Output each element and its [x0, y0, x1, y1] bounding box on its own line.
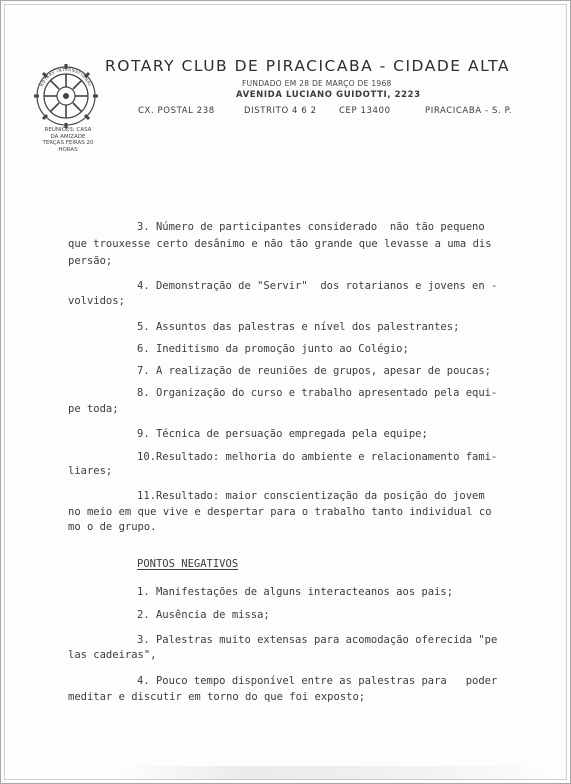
postal-code: CEP 13400 — [339, 106, 391, 116]
item-8-line-1: 8. Organização do curso e trabalho apresentado pela equi- — [137, 387, 498, 399]
negative-item-1: 1. Manifestações de alguns interacteanos aos pais; — [137, 586, 454, 598]
scan-smudge — [121, 766, 551, 780]
item-5: 5. Assuntos das palestras e nível dos palestrantes; — [137, 321, 460, 333]
item-7: 7. A realização de reuniões de grupos, apesar de poucas; — [137, 365, 492, 377]
founded-date: FUNDADO EM 28 DE MARÇO DE 1968 — [242, 79, 392, 88]
item-11-line-2: no meio em que vive e despertar para o trabalho tanto individual co — [68, 506, 492, 518]
negative-item-3-line-2: las cadeiras", — [68, 649, 157, 661]
city: PIRACICABA - S. P. — [425, 106, 513, 116]
svg-text:ROTARY INTERNATIONAL: ROTARY INTERNATIONAL — [39, 66, 93, 88]
section-heading-negative: PONTOS NEGATIVOS — [137, 558, 239, 570]
item-11-line-3: mo o de grupo. — [68, 521, 157, 533]
postal-box: CX. POSTAL 238 — [138, 106, 215, 116]
negative-item-3-line-1: 3. Palestras muito extensas para acomodação oferecida "pe — [137, 634, 498, 646]
item-4-line-1: 4. Demonstração de "Servir" dos rotarianos e jovens en - — [137, 280, 498, 292]
district: DISTRITO 4 6 2 — [244, 106, 317, 116]
item-3-line-3: persão; — [68, 255, 113, 267]
club-address: AVENIDA LUCIANO GUIDOTTI, 2223 — [236, 90, 421, 100]
item-6: 6. Ineditismo da promoção junto ao Colégio; — [137, 343, 409, 355]
rotary-logo — [33, 63, 99, 129]
negative-item-4-line-2: meditar e discutir em torno do que foi exposto; — [68, 691, 366, 703]
item-10-line-1: 10.Resultado: melhoria do ambiente e relacionamento fami- — [137, 451, 498, 463]
item-4-line-2: volvidos; — [68, 295, 125, 307]
item-9: 9. Técnica de persuação empregada pela equipe; — [137, 428, 428, 440]
club-name: ROTARY CLUB DE PIRACICABA - CIDADE ALTA — [105, 57, 510, 75]
negative-item-4-line-1: 4. Pouco tempo disponível entre as palestras para poder — [137, 675, 498, 687]
item-8-line-2: pe toda; — [68, 403, 119, 415]
negative-item-2: 2. Ausência de missa; — [137, 609, 270, 621]
item-3-line-2: que trouxesse certo desânimo e não tão grande que levasse a uma dis — [68, 238, 492, 250]
meetings-info: REUNIÕES: CASA DA AMIZADE TERÇAS FEIRAS 20 HORAS — [42, 127, 94, 153]
item-3-line-1: 3. Número de participantes considerado não tão pequeno — [137, 221, 485, 233]
item-10-line-2: liares; — [68, 465, 113, 477]
item-11-line-1: 11.Resultado: maior conscientização da posição do jovem — [137, 490, 485, 502]
